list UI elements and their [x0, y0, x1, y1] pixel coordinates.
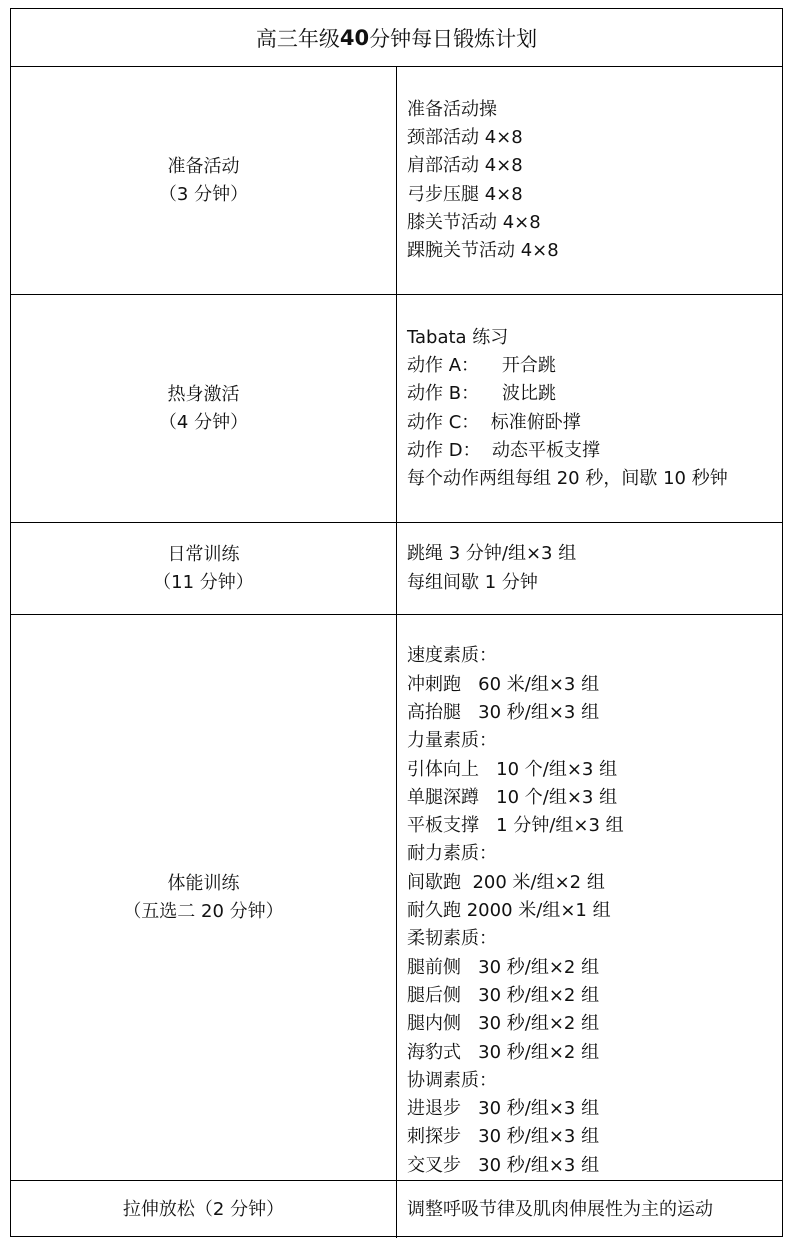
content-line: 交叉步 30 秒/组×3 组 — [407, 1154, 600, 1176]
content-line: 动作 C： 标准俯卧撑 — [407, 411, 581, 433]
row-content-cell — [397, 615, 782, 1180]
content-line: 耐力素质： — [407, 843, 497, 865]
row-duration: （4 分钟） — [158, 411, 249, 433]
content-line: 肩部活动 4×8 — [407, 155, 523, 177]
content-line: 间歇跑 200 米/组×2 组 — [407, 871, 605, 893]
table-row — [11, 615, 782, 1181]
content-line: 动作 B： 波比跳 — [407, 383, 556, 405]
title-suffix: 分钟每日锻炼计划 — [369, 26, 538, 51]
content-line: 耐久跑 2000 米/组×1 组 — [407, 900, 611, 922]
content-line: 刺探步 30 秒/组×3 组 — [407, 1126, 600, 1148]
row-content-cell — [397, 523, 782, 614]
title-bold-number: 40 — [339, 25, 370, 50]
row-label-cell — [11, 1181, 397, 1238]
table-title — [11, 9, 782, 67]
row-name: 拉伸放松（2 分钟） — [122, 1198, 285, 1220]
row-content-cell — [397, 67, 782, 294]
content-line: Tabata 练习 — [407, 326, 509, 348]
content-line: 每组间歇 1 分钟 — [407, 571, 538, 593]
content-line: 膝关节活动 4×8 — [407, 211, 541, 233]
row-content-cell — [397, 295, 782, 522]
content-line: 高抬腿 30 秒/组×3 组 — [407, 701, 600, 723]
row-name: 热身激活 — [167, 383, 240, 405]
content-line: 腿前侧 30 秒/组×2 组 — [407, 956, 600, 978]
row-name: 准备活动 — [167, 155, 240, 177]
table-row — [11, 1181, 782, 1238]
row-label-cell — [11, 523, 397, 614]
content-line: 弓步压腿 4×8 — [407, 183, 523, 205]
table-row — [11, 295, 782, 523]
table-row — [11, 67, 782, 295]
content-line: 颈部活动 4×8 — [407, 126, 523, 148]
row-label-cell — [11, 295, 397, 522]
content-line: 踝腕关节活动 4×8 — [407, 240, 559, 262]
row-content-cell — [397, 1181, 782, 1238]
content-line: 平板支撑 1 分钟/组×3 组 — [407, 815, 624, 837]
content-line: 动作 D： 动态平板支撑 — [407, 439, 601, 461]
content-line: 引体向上 10 个/组×3 组 — [407, 758, 618, 780]
exercise-plan-table — [10, 8, 783, 1237]
content-line: 腿内侧 30 秒/组×2 组 — [407, 1013, 600, 1035]
content-line: 协调素质： — [407, 1069, 497, 1091]
title-prefix: 高三年级 — [255, 26, 340, 51]
content-line: 动作 A： 开合跳 — [407, 354, 556, 376]
content-line: 冲刺跑 60 米/组×3 组 — [407, 673, 600, 695]
row-name: 体能训练 — [167, 872, 240, 894]
content-line: 跳绳 3 分钟/组×3 组 — [407, 543, 577, 565]
content-line: 每个动作两组每组 20 秒，间歇 10 秒钟 — [407, 468, 728, 490]
row-label-cell — [11, 615, 397, 1180]
content-line: 速度素质： — [407, 645, 497, 667]
content-line: 进退步 30 秒/组×3 组 — [407, 1098, 600, 1120]
row-duration: （11 分钟） — [153, 571, 254, 593]
content-line: 力量素质： — [407, 730, 497, 752]
table-row — [11, 523, 782, 615]
content-line: 海豹式 30 秒/组×2 组 — [407, 1041, 600, 1063]
row-label-cell — [11, 67, 397, 294]
row-name: 日常训练 — [167, 543, 240, 565]
content-line: 调整呼吸节律及肌肉伸展性为主的运动 — [407, 1198, 713, 1220]
content-line: 腿后侧 30 秒/组×2 组 — [407, 984, 600, 1006]
content-line: 单腿深蹲 10 个/组×3 组 — [407, 786, 618, 808]
content-line: 柔韧素质： — [407, 928, 497, 950]
row-duration: （3 分钟） — [158, 183, 249, 205]
row-duration: （五选二 20 分钟） — [123, 900, 284, 922]
content-line: 准备活动操 — [407, 98, 497, 120]
